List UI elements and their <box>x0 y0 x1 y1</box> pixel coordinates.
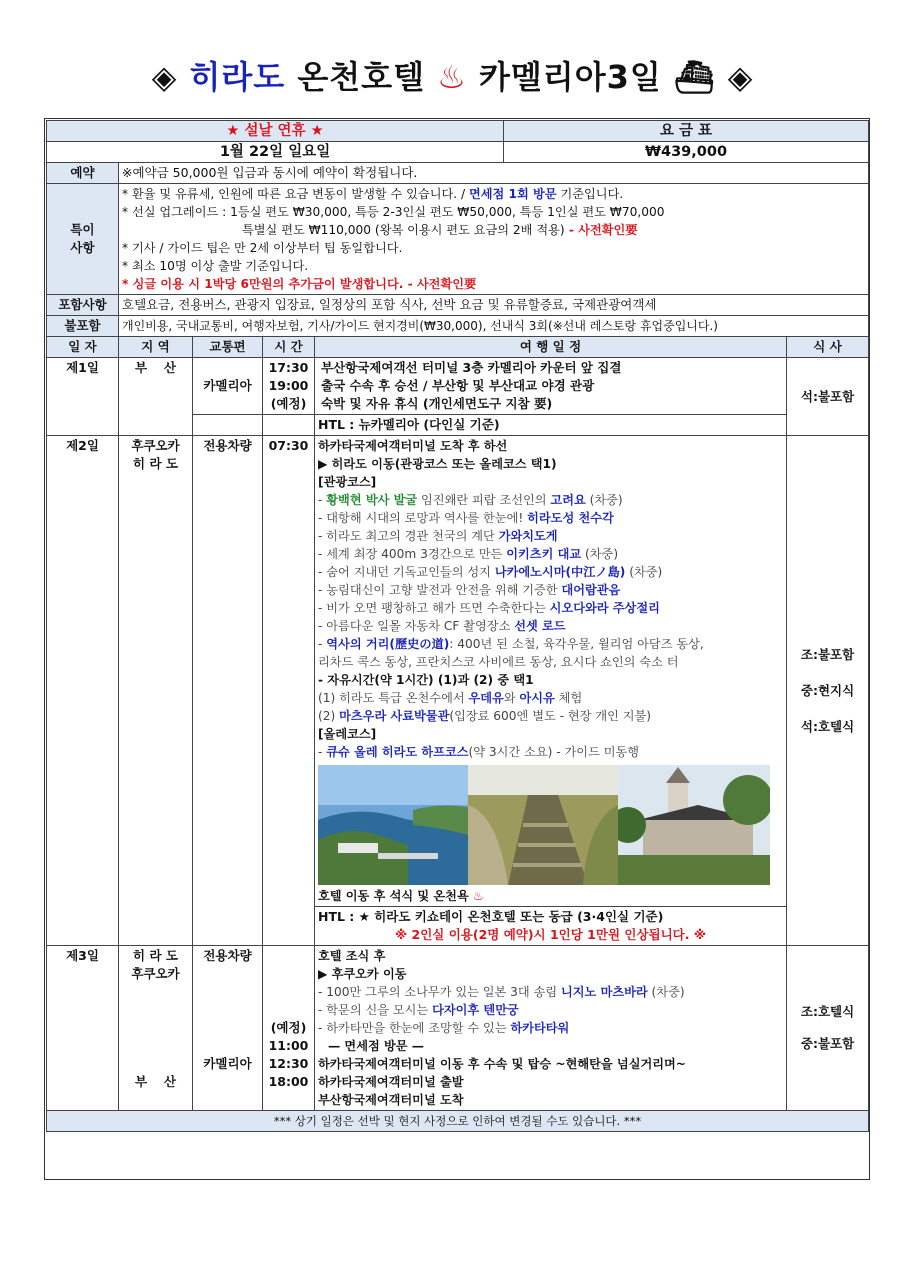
day2-meal: 조:불포함 중:현지식 석:호텔식 <box>787 436 869 946</box>
excluded-label: 불포함 <box>47 316 119 337</box>
title-hirado: 히라도 <box>189 58 286 96</box>
harbor-photo <box>318 765 468 885</box>
day2-row <box>47 436 869 907</box>
title-onsen-hotel: 온천호텔 <box>297 58 425 96</box>
day2-hotel: HTL : ★ 히라도 키쇼테이 온천호텔 또는 동급 (3·4인실 기준) ※ 2인실 이용(2명 예약)시 1인당 1만원 인상됩니다. ※ <box>315 907 787 946</box>
notes-content: * 환율 및 유류세, 인원에 따른 요금 변동이 발생할 수 있습니다. / 면세점 1회 방문 기준입니다. * 선실 업그레이드 : 1등실 편도 ₩30,000, 특등 2-3인실 편도 ₩50,000, 특등 1인실 편도 ₩70,000 특별실 편도 ₩110,000 (왕복 이용시 편도 요금의 2배 적용) - 사전확인要 * 기사 / 가이드 팁은 만 2세 이상부터 팁 동일합니다. * 최소 10명 이상 출발 기준입니다. * 싱글 이용 시 1박당 6만원의 추가금이 발생합니다. - 사전확인要 <box>119 184 869 295</box>
included-label: 포함사항 <box>47 295 119 316</box>
reservation-text: ※예약금 50,000원 입금과 동시에 예약이 확정됩니다. <box>119 163 869 184</box>
reservation-label: 예약 <box>47 163 119 184</box>
price-value: ₩439,000 <box>504 142 869 163</box>
day3-time: (예정) 11:00 12:30 18:00 <box>263 946 315 1111</box>
ship-icon: ⛴ <box>673 58 716 96</box>
day3-region: 히 라 도 후쿠오카 부 산 <box>119 946 193 1111</box>
photo-strip <box>318 765 770 885</box>
day1-region: 부 산 <box>119 358 193 436</box>
day2-time: 07:30 <box>263 436 315 946</box>
day2-transport: 전용차량 <box>193 436 263 946</box>
col-transport: 교통편 <box>193 337 263 358</box>
diamond-right-icon: ◈ <box>727 58 754 96</box>
col-itinerary: 여 행 일 정 <box>315 337 787 358</box>
included-text: 호텔요금, 전용버스, 관광지 입장료, 일정상의 포함 식사, 선박 요금 및 유류할증료, 국제관광여객세 <box>119 295 869 316</box>
day1-row <box>47 358 869 415</box>
church-temple-photo <box>618 765 770 885</box>
itinerary-sheet <box>44 118 870 1180</box>
title-camellia: 카멜리아3일 <box>478 58 662 96</box>
holiday-badge: ★ 설날 연휴 ★ <box>226 123 324 139</box>
day3-label: 제3일 <box>47 946 119 1111</box>
diamond-left-icon: ◈ <box>151 58 178 96</box>
hot-spring-icon: ♨ <box>472 889 484 903</box>
col-meal: 식 사 <box>787 337 869 358</box>
price-table-label: 요 금 표 <box>504 121 869 142</box>
hot-spring-icon: ♨ <box>437 58 467 96</box>
day1-itinerary: 부산항국제여객선 터미널 3층 카멜리아 카운터 앞 집결 출국 수속 후 승선 / 부산항 및 부산대교 야경 관광 숙박 및 자유 휴식 (개인세면도구 지참 要) <box>315 358 787 415</box>
olle-trail-photo <box>468 765 618 885</box>
notes-label: 특이 사항 <box>47 184 119 295</box>
day1-hotel: HTL : 뉴카멜리아 (다인실 기준) <box>315 415 787 436</box>
day1-transport: 카멜리아 <box>193 358 263 415</box>
day2-label: 제2일 <box>47 436 119 946</box>
col-time: 시 간 <box>263 337 315 358</box>
day3-row <box>47 946 869 1111</box>
excluded-text: 개인비용, 국내교통비, 여행자보험, 기사/가이드 현지경비(₩30,000), 선내식 3회(※선내 레스토랑 휴업중입니다.) <box>119 316 869 337</box>
day2-region: 후쿠오카 히 라 도 <box>119 436 193 946</box>
itinerary-table <box>46 120 869 1132</box>
col-day: 일 자 <box>47 337 119 358</box>
footer-note: *** 상기 일정은 선박 및 현지 사정으로 인하여 변경될 수도 있습니다. *** <box>47 1111 869 1132</box>
departure-date: 1월 22일 일요일 <box>47 142 504 163</box>
col-region: 지 역 <box>119 337 193 358</box>
page-title <box>0 52 905 98</box>
day2-itinerary: 하카타국제여객터미널 도착 후 하선 ▶ 히라도 이동(관광코스 또는 올레코스 택1) [관광코스] - 황백현 박사 발굴 임진왜란 피랍 조선인의 고려요 (차중) - 대항해 시대의 로망과 역사를 한눈에! 히라도성 천수각 - 히라도 최고의 경관 천국의 계단 가와치도게 - 세계 최장 400m 3경간으로 만든 이키츠키 대교 (차중) - 숨어 지내던 기독교인들의 성지 나카에노시마(中江ノ島) (차중) - 농림대신이 고향 발전과 안전을 위해 기증한 대어람관음 - 비가 오면 팽창하고 해가 뜨면 수축한다는 시오다와라 주상절리 - 아름다운 일몰 자동차 CF 촬영장소 선셋 로드 - 역사의 거리(歷史の道): 400년 된 소철, 육각우물, 윌리엄 아담즈 동상, 리차드 콕스 동상, 프란치스코 사비에르 동상, 요시다 쇼인의 숙소 터 - 자유시간(약 1시간) (1)과 (2) 중 택1 (1) 히라도 특급 온천수에서 우데유와 아시유 체험 (2) 마츠우라 사료박물관(입장료 600엔 별도 - 현장 개인 지불) [올레코스] - 큐슈 올레 히라도 하프코스(약 3시간 소요) - 가이드 미동행 호텔 이동 후 석식 및 온천욕 ♨ <box>315 436 787 907</box>
day1-time: 17:30 19:00 (예정) <box>263 358 315 415</box>
day3-meal: 조:호텔식 중:불포함 <box>787 946 869 1111</box>
day1-meal: 석:불포함 <box>787 358 869 436</box>
day3-itinerary: 호텔 조식 후 ▶ 후쿠오카 이동 - 100만 그루의 소나무가 있는 일본 3대 송림 니지노 마츠바라 (차중) - 학문의 신을 모시는 다자이후 텐만궁 - 하카타만을 한눈에 조망할 수 있는 하카타타워 — 면세점 방문 — 하카타국제여객터미널 이동 후 수속 및 탑승 ~현해탄을 넘실거리며~ 하카타국제여객터미널 출발 부산항국제여객터미널 도착 <box>315 946 787 1111</box>
day3-transport: 전용차량 카멜리아 <box>193 946 263 1111</box>
day1-label: 제1일 <box>47 358 119 436</box>
